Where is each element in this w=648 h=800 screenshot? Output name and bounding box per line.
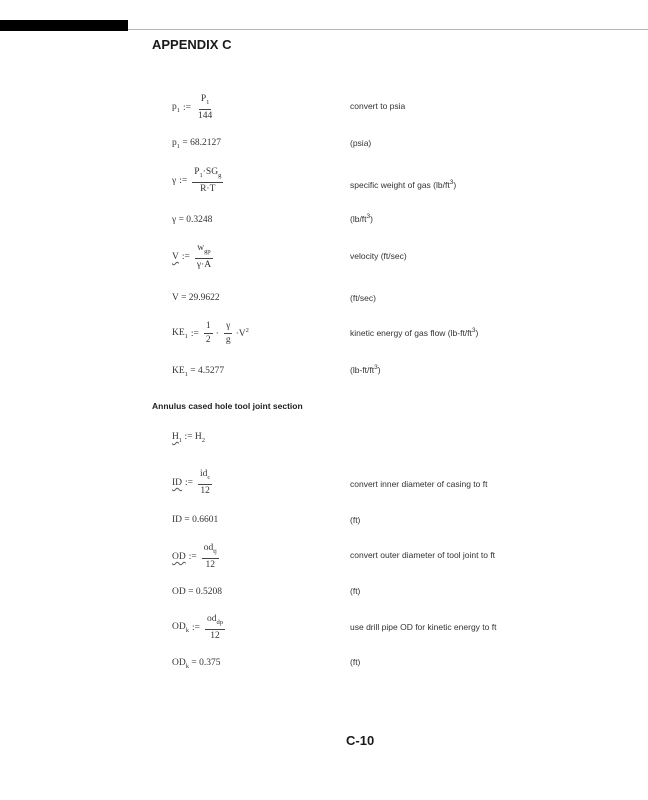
p1-result: $p_1 = 68.2127$ <box>172 138 221 150</box>
gamma-result: γ = 0.3248 <box>172 215 213 225</box>
odk-definition: $OD_k$ := $\frac{od_{dp}}{12}$ <box>172 614 223 641</box>
p1-note: convert to psia <box>350 101 406 111</box>
od-definition: OD := $\frac{od_{tj}}{12}$ <box>172 543 217 570</box>
odk-fraction: $\frac{od_{dp}}{12}$ <box>206 614 223 641</box>
gamma-note: specific weight of gas $(lb/ft^3)$ <box>350 179 457 190</box>
od-unit: (ft) <box>350 586 361 596</box>
gamma-unit: $(lb/ft^3)$ <box>350 213 373 224</box>
id-result: ID = 0.6601 <box>172 515 219 525</box>
odk-result: $OD_k = 0.375$ <box>172 658 221 670</box>
p1-unit: (psia) <box>350 138 372 148</box>
p1-fraction: $\frac{P_1}{144}$ <box>198 94 213 121</box>
id-unit: (ft) <box>350 515 361 525</box>
id-definition: ID := $\frac{id_c}{12}$ <box>172 469 211 496</box>
kinetic-energy-unit: $(lb-ft/ft^3)$ <box>350 364 381 375</box>
gamma-definition: γ := $\frac{P_1\cdot SG_g}{R\cdot T}$ <box>172 167 222 194</box>
section-heading: Annulus cased hole tool joint section <box>152 401 303 411</box>
header-rule <box>128 29 648 30</box>
p1-definition: $p_1$ := $\frac{P_1}{144}$ <box>172 94 213 121</box>
od-note: convert outer diameter of tool joint to ft <box>350 550 496 560</box>
od-result: OD = 0.5208 <box>172 587 222 597</box>
odk-unit: (ft) <box>350 657 361 667</box>
velocity-unit: (ft/sec) <box>350 293 376 303</box>
velocity-note: velocity (ft/sec) <box>350 251 407 261</box>
velocity-fraction: $\frac{w_{gp}}{\gamma\cdot A}$ <box>196 243 212 270</box>
od-fraction: $\frac{od_{tj}}{12}$ <box>203 543 217 570</box>
odk-note: use drill pipe OD for kinetic energy to ft <box>350 622 497 632</box>
appendix-heading: APPENDIX C <box>152 37 232 52</box>
kinetic-energy-definition: $KE_1$ := $\frac{1}{2}$ · $\frac{\gamma}{g}$ $\cdot V^2$ <box>172 321 249 345</box>
header-bar <box>0 20 128 31</box>
half-fraction: $\frac{1}{2}$ <box>205 321 211 345</box>
velocity-result: V = 29.9622 <box>172 293 220 303</box>
gamma-over-g-fraction: $\frac{\gamma}{g}$ <box>225 321 231 345</box>
velocity-definition: V := $\frac{w_{gp}}{\gamma\cdot A}$ <box>172 243 212 270</box>
id-note: convert inner diameter of casing to ft <box>350 479 488 489</box>
id-fraction: $\frac{id_c}{12}$ <box>200 469 211 496</box>
h1-definition: $H_1$ := $H_2$ <box>172 432 205 444</box>
kinetic-energy-note: kinetic energy of gas flow $(lb-ft/ft^3)$ <box>350 327 479 338</box>
gamma-fraction: $\frac{P_1\cdot SG_g}{R\cdot T}$ <box>194 167 222 194</box>
kinetic-energy-result: $KE_1 = 4.5277$ <box>172 366 225 378</box>
page-number: C-10 <box>346 733 375 748</box>
